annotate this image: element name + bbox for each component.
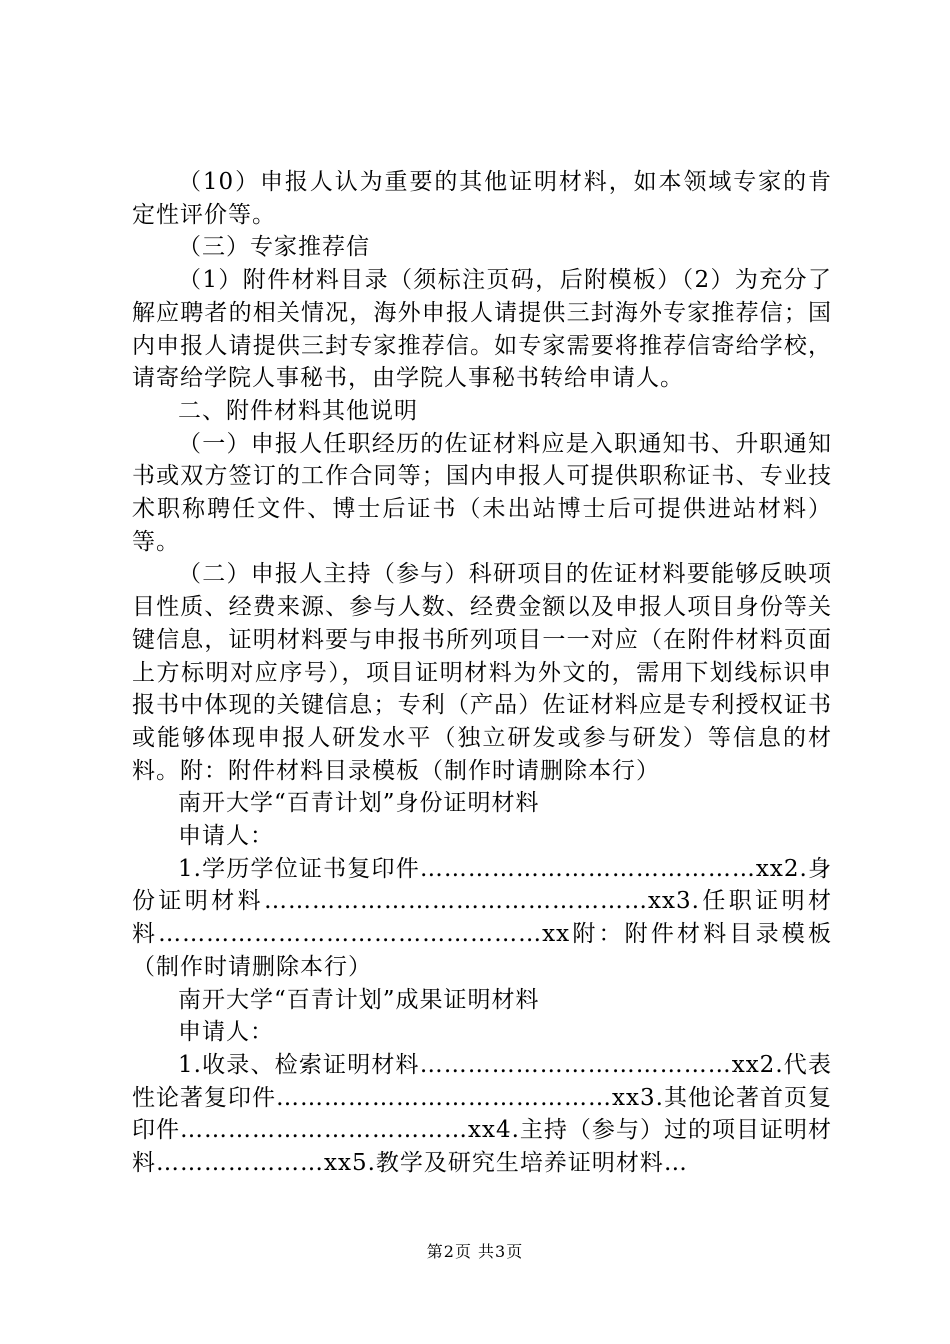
paragraph-project-evidence: （二）申报人主持（参与）科研项目的佐证材料要能够反映项目性质、经费来源、参与人数、经费金额以及申报人项目身份等关键信息，证明材料要与申报书所列项目一一对应（在附件材料页面上方标明对应序号），项目证明材料为外文的，需用下划线标识申报书中体现的关键信息；专利（产品）佐证材料应是专利授权证书或能够体现申报人研发水平（独立研发或参与研发）等信息的材料。附：附件材料目录模板（制作时请删除本行） — [132, 561, 832, 784]
achievement-materials-list: 1.收录、检索证明材料…………………………………xx2.代表性论著复印件……………………………………xx3.其他论著首页复印件………………………………xx4.主持（参与）过的项目证明材料…………………xx5.教学及研究生培养证明材料… — [132, 1051, 832, 1177]
document-body — [132, 166, 832, 1180]
paragraph-employment-evidence: （一）申报人任职经历的佐证材料应是入职通知书、升职通知书或双方签订的工作合同等；国内申报人可提供职称证书、专业技术职称聘任文件、博士后证书（未出站博士后可提供进站材料）等。 — [132, 430, 832, 555]
page-number-footer: 第2页 共3页 — [426, 1242, 524, 1261]
paragraph-recommendation-letters: （1）附件材料目录（须标注页码，后附模板）（2）为充分了解应聘者的相关情况，海外申报人请提供三封海外专家推荐信；国内申报人请提供三封专家推荐信。如专家需要将推荐信寄给学校，请寄给学院人事秘书，由学院人事秘书转给申请人。 — [132, 267, 832, 392]
identity-materials-title: 南开大学“百青计划”身份证明材料 — [178, 790, 540, 817]
achievement-materials-title: 南开大学“百青计划”成果证明材料 — [178, 986, 540, 1013]
paragraph-other-evidence: （10）申报人认为重要的其他证明材料，如本领域专家的肯定性评价等。 — [132, 169, 832, 228]
applicant-label: 申请人： — [178, 1019, 274, 1046]
heading-expert-recommendation: （三）专家推荐信 — [178, 234, 370, 261]
applicant-label: 申请人： — [178, 823, 274, 850]
heading-attachment-notes: 二、附件材料其他说明 — [178, 397, 418, 424]
identity-materials-list: 1.学历学位证书复印件……………………………………xx2.身份证明材料…………………………………………xx3.任职证明材料…………………………………………xx附：附件材料目录模板（制作时请删除本行） — [132, 855, 832, 980]
